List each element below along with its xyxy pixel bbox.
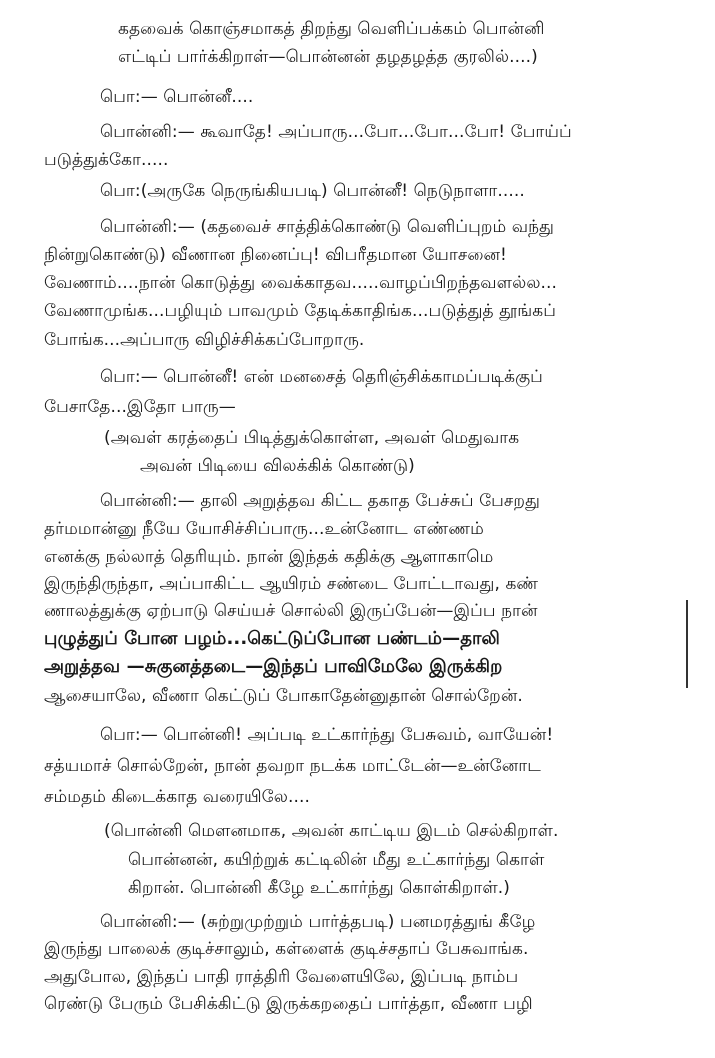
text-line: பொ:— பொன்னீ! என் மனசைத் தெரிஞ்சிக்காமப்படிக்குப்: [100, 367, 543, 387]
text-line: சம்மதம் கிடைக்காத வரையிலே....: [44, 787, 310, 807]
text-line: ணாலத்துக்கு ஏற்பாடு செய்யச் சொல்லி இருப்பேன்—இப்ப நான்: [44, 601, 538, 621]
text-line-bold: புழுத்துப் போன பழம்...கெட்டுப்போன பண்டம்—தாலி: [44, 628, 500, 649]
text-line: பொன்னி:— (சுற்றுமுற்றும் பார்த்தபடி) பனமரத்துங் கீழே: [100, 912, 536, 932]
text-line: எனக்கு நல்லாத் தெரியும். நான் இந்தக் கதிக்கு ஆளாகாமெ: [44, 547, 494, 567]
margin-mark: [686, 600, 688, 688]
text-line: தர்மமான்னு நீயே யோசிச்சிப்பாரு...உன்னோட எண்ணம்: [44, 519, 484, 539]
text-line: (அவள் கரத்தைப் பிடித்துக்கொள்ள, அவள் மெதுவாக: [104, 428, 520, 448]
text-line: ரெண்டு பேரும் பேசிக்கிட்டு இருக்கறதைப் பார்த்தா, வீணா பழி: [44, 994, 533, 1014]
text-line: பொ:— பொன்னீ....: [100, 87, 254, 107]
text-line: இருந்திருந்தா, அப்பாகிட்ட ஆயிரம் சண்டை போட்டாவது, கண்: [44, 574, 539, 594]
text-line: பொன்னி:— தாலி அறுத்தவ கிட்ட தகாத பேச்சுப் பேசறது: [100, 491, 540, 511]
text-line: வேணாம்....நான் கொடுத்து வைக்காதவ.....வாழப்பிறந்தவளல்ல...: [44, 273, 558, 293]
text-line: பொ:— பொன்னி! அப்படி உட்கார்ந்து பேசுவம், வாயேன்!: [100, 725, 554, 745]
text-line: பேசாதே...இதோ பாரு—: [44, 397, 236, 417]
text-line: கதவைக் கொஞ்சமாகத் திறந்து வெளிப்பக்கம் பொன்னி: [118, 19, 545, 39]
text-line: அவன் பிடியை விலக்கிக் கொண்டு): [140, 456, 415, 476]
text-line-bold: அறுத்தவ —சுகுனத்தடை—இந்தப் பாவிமேலே இருக்கிற: [44, 656, 503, 677]
text-line: வேணாமுங்க...பழியும் பாவமும் தேடிக்காதிங்க...படுத்துத் தூங்கப்: [44, 301, 556, 321]
text-line: இருந்து பாலைக் குடிச்சாலும், கள்ளைக் குடிச்சதாப் பேசுவாங்க.: [44, 939, 529, 959]
text-line: நின்றுகொண்டு) வீணான நினைப்பு! விபரீதமான யோசனை!: [44, 245, 507, 265]
text-line: ஆசையாலே, வீணா கெட்டுப் போகாதேன்னுதான் சொல்றேன்.: [44, 686, 523, 706]
text-line: எட்டிப் பார்க்கிறாள்—பொன்னன் தழதழத்த குரலில்....): [118, 47, 538, 67]
text-line: பொன்னி:— கூவாதே! அப்பாரு...போ...போ...போ! போய்ப்: [100, 122, 572, 142]
text-line: (பொன்னி மௌனமாக, அவன் காட்டிய இடம் செல்கிறாள்.: [104, 821, 559, 841]
text-line: கிறான். பொன்னி கீழே உட்கார்ந்து கொள்கிறாள்.): [128, 878, 511, 898]
text-line: பொ:(அருகே நெருங்கியபடி) பொன்னீ! நெடுநாளா.....: [100, 181, 525, 201]
text-line: பொன்னன், கயிற்றுக் கட்டிலின் மீது உட்கார்ந்து கொள்: [128, 850, 545, 870]
text-line: படுத்துக்கோ.....: [44, 150, 169, 170]
text-line: பொன்னி:— (கதவைச் சாத்திக்கொண்டு வெளிப்புறம் வந்து: [100, 217, 555, 237]
text-line: சத்யமாச் சொல்றேன், நான் தவறா நடக்க மாட்டேன்—உன்னோட: [44, 756, 541, 776]
text-line: அதுபோல, இந்தப் பாதி ராத்திரி வேளையிலே, இப்படி நாம்ப: [44, 967, 519, 987]
text-line: போங்க...அப்பாரு விழிச்சிக்கப்போறாரு.: [44, 330, 365, 350]
